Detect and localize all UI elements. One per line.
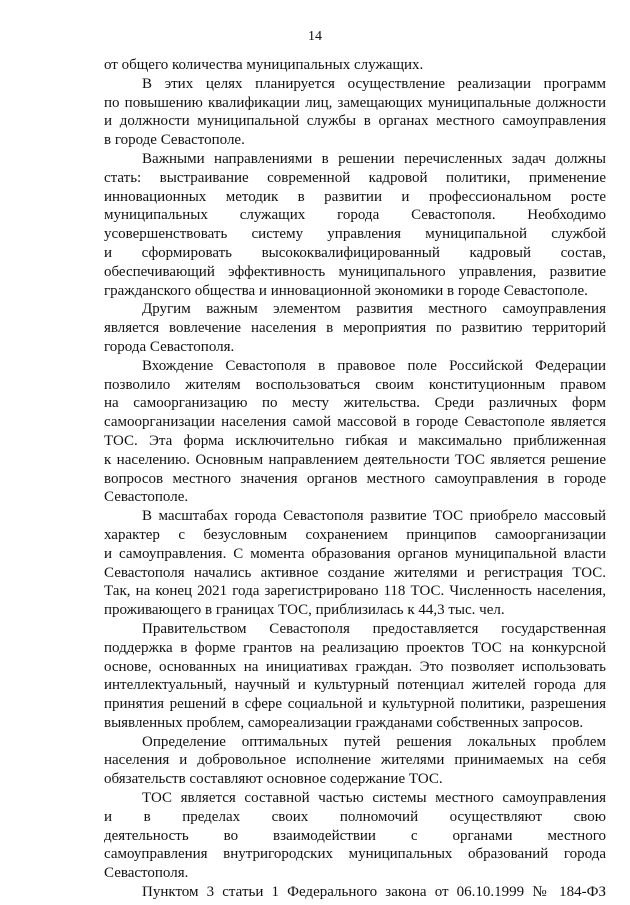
text-line: Правительством Севастополя предоставляется государственная — [142, 620, 606, 637]
text-line: обязательств составляют основное содержание ТОС. — [104, 771, 443, 788]
text-line: к населению. Основным направлением деятельности ТОС является решение — [104, 451, 606, 468]
text-line: на самоорганизацию по месту жительства. Среди различных форм — [104, 395, 606, 412]
text-line: города Севастополя. — [104, 338, 235, 355]
text-line: Пунктом 3 статьи 1 Федерального закона от 06.10.1999 № 184-ФЗ — [142, 884, 606, 901]
text-line: муниципальных служащих города Севастополя. Необходимо — [104, 207, 606, 224]
text-line: в городе Севастополе. — [104, 132, 245, 149]
text-line: Севастополе. — [104, 489, 189, 506]
text-line: стать: выстраивание современной кадровой политики, применение — [104, 169, 606, 186]
text-line: Севастополя начались активное создание жителями и регистрация ТОС. — [104, 564, 606, 581]
text-line: деятельность во взаимодействии с органами местного — [104, 827, 606, 844]
text-line: и должности муниципальной службы в органах местного самоуправления — [104, 113, 606, 130]
text-line: по повышению квалификации лиц, замещающих муниципальные должности — [104, 94, 606, 111]
text-line: позволило жителям воспользоваться своим конституционным правом — [104, 376, 606, 393]
document-body — [104, 56, 606, 902]
text-line: самоуправления внутригородских муниципальных образований города — [104, 846, 606, 863]
text-line: ТОС является составной частью системы местного самоуправления — [142, 790, 606, 807]
text-line: самоорганизации населения самой массовой в городе Севастополе является — [104, 414, 606, 431]
text-line: основе, основанных на инициативах граждан. Это позволяет использовать — [104, 658, 606, 675]
text-line: Важными направлениями в решении перечисленных задач должны — [142, 150, 606, 167]
page-number: 14 — [308, 29, 322, 44]
text-line: Севастополя. — [104, 865, 189, 882]
text-line: проживающего в границах ТОС, приблизилась к 44,3 тыс. чел. — [104, 602, 505, 619]
text-line: гражданского общества и инновационной экономики в городе Севастополе. — [104, 282, 588, 299]
text-line: характер с безусловным сохранением принципов самоорганизации — [104, 526, 606, 543]
text-line: от общего количества муниципальных служащих. — [104, 57, 424, 73]
text-line: и сформировать высококвалифицированный кадровый состав, — [104, 244, 606, 261]
text-line: Другим важным элементом развития местного самоуправления — [142, 301, 606, 318]
text-line: принятия решений в сфере социальной и культурной политики, разрешения — [104, 696, 606, 713]
text-line: инновационных методик в развитии и профессиональном росте — [104, 188, 606, 205]
text-line: усовершенствовать систему управления муниципальной службой — [104, 226, 606, 243]
text-line: выявленных проблем, самореализации гражданами собственных запросов. — [104, 714, 584, 731]
text-line: В масштабах города Севастополя развитие ТОС приобрело массовый — [142, 508, 606, 525]
text-line: В этих целях планируется осуществление реализации программ — [142, 75, 606, 92]
text-line: является вовлечение населения в мероприятия по развитию территорий — [104, 320, 606, 337]
text-line: Так, на конец 2021 года зарегистрировано 118 ТОС. Численность населения, — [104, 583, 606, 600]
text-line: населения и добровольное исполнение жителями принимаемых на себя — [104, 752, 606, 769]
text-line: Вхождение Севастополя в правовое поле Российской Федерации — [142, 357, 606, 374]
text-line: интеллектуальный, научный и культурный потенциал жителей города для — [104, 677, 606, 694]
text-line: поддержка в форме грантов на реализацию проектов ТОС на конкурсной — [104, 639, 606, 656]
text-line: Определение оптимальных путей решения локальных проблем — [142, 733, 606, 750]
text-line: ТОС. Эта форма исключительно гибкая и максимально приближенная — [104, 432, 606, 449]
text-line: вопросов местного значения органов местного самоуправления в городе — [104, 470, 606, 487]
text-line: и в пределах своих полномочий осуществляют свою — [104, 808, 606, 825]
text-line: и самоуправления. С момента образования органов муниципальной власти — [104, 545, 606, 562]
text-line: обеспечивающий эффективность муниципального управления, развитие — [104, 263, 606, 280]
